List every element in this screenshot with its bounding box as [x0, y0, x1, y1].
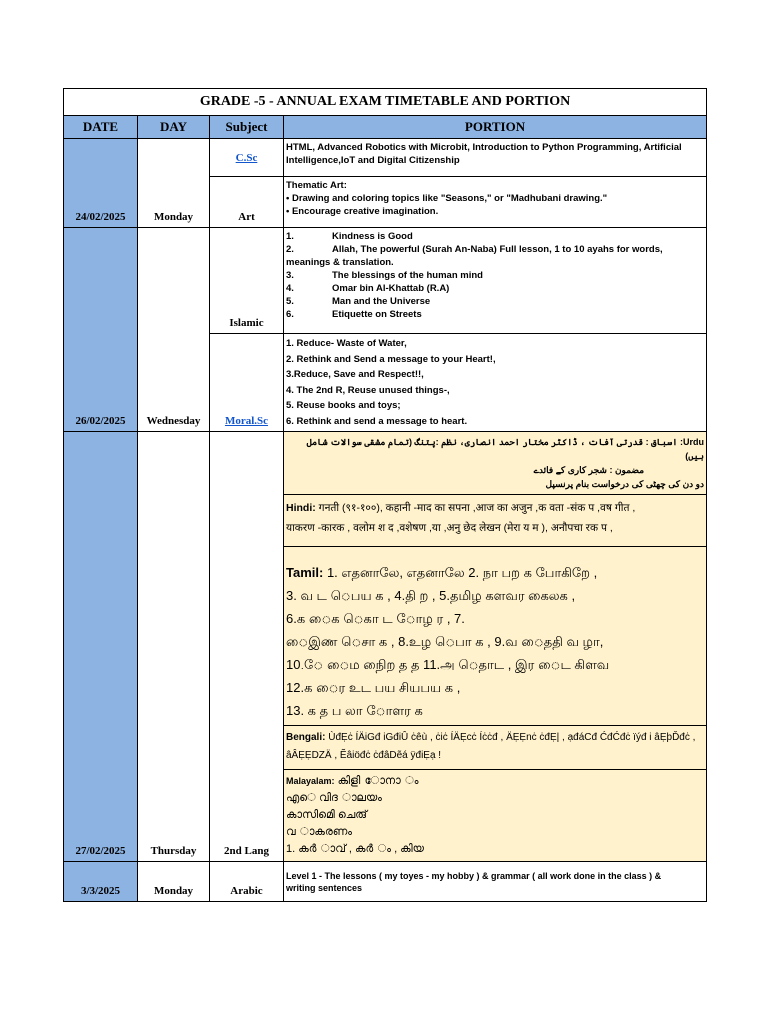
bengali-line: Bengali: ÙđẸċ ÍÄiGđ iGđiÛ ċêù , ċiċ ÍÄẸcċ Íċċđ , ÄẸẸnċ ċđẸ| , ạđáCđ ĆđĆđċ ïýđ i âẸþĎđċ ,: [286, 732, 696, 743]
portion-arabic: [284, 862, 707, 902]
portion-line: Thematic Art:: [286, 180, 347, 191]
subject-link-moral[interactable]: Moral.Sc: [224, 415, 269, 427]
portion-line: Intelligence,IoT and Digital Citizenship: [286, 155, 460, 166]
tamil-line: 13. க த ப லா ோளர க: [286, 703, 423, 718]
subject-cell: Islamic: [210, 228, 284, 334]
portion-line: 6. Rethink and send a message to heart.: [286, 415, 468, 427]
day-cell: Wednesday: [138, 228, 210, 432]
portion-bengali: [284, 726, 707, 770]
portion-line: 2. Rethink and Send a message to your Heart!,: [286, 353, 496, 365]
header-day: DAY: [138, 116, 210, 139]
portion-line: • Encourage creative imagination.: [286, 206, 439, 217]
malayalam-line: 1. കർ ാവ് , കർ ം , കിയ: [286, 843, 424, 855]
list-item: meanings & translation.: [286, 257, 394, 268]
portion-line: 4. The 2nd R, Reuse unused things-,: [286, 384, 450, 396]
date-cell: 24/02/2025: [64, 139, 138, 228]
date-cell: 26/02/2025: [64, 228, 138, 432]
day-cell: Thursday: [138, 432, 210, 862]
date-cell: 3/3/2025: [64, 862, 138, 902]
subject-cell: [210, 139, 284, 177]
portion-line: writing sentences: [286, 882, 363, 893]
tamil-line: Tamil: 1. எதனாலே, எதனாலே 2. நா பற க போகிறே ,: [286, 565, 598, 580]
subject-cell: Arabic: [210, 862, 284, 902]
portion-line: 3.Reduce, Save and Respect!!,: [286, 369, 424, 380]
day-cell: Monday: [138, 139, 210, 228]
subject-cell: Art: [210, 177, 284, 228]
header-portion: PORTION: [284, 116, 707, 139]
hindi-line: Hindi: गनती (९१-१००), कहानी -माद का सपना ,आज का अजुन ,क वता -संक प ,वष गीत ,: [286, 502, 636, 514]
tamil-line: 10.ே ைம நிைற த த 11.அ ெதாட , இர ைட கிளவ: [286, 657, 610, 672]
subject-cell: [210, 334, 284, 432]
portion-line: HTML, Advanced Robotics with Microbit, Introduction to Python Programming, Artificial: [286, 142, 682, 153]
urdu-line: مضمون : شجر کاری کے فائدے: [533, 465, 645, 475]
urdu-line: دو دن کی چھٹی کی درخواست بنام پرنسپل: [545, 479, 705, 489]
timetable-sheet: [63, 88, 706, 902]
list-item: 3. The blessings of the human mind: [286, 270, 483, 281]
portion-malayalam: [284, 770, 707, 862]
tamil-line: 3. வ ட ெபய க , 4.தி ற , 5.தமிழ களவர கைலக ,: [286, 588, 576, 603]
portion-line: 1. Reduce- Waste of Water,: [286, 338, 407, 349]
subject-link-csc[interactable]: C.Sc: [235, 151, 258, 164]
portion-islamic: [284, 228, 707, 334]
list-item: 6. Etiquette on Streets: [286, 309, 422, 320]
portion-tamil: [284, 547, 707, 726]
tamil-line: 6.க ைக ெகா ட ோழ ர , 7.: [286, 611, 465, 626]
portion-line: Level 1 - The lessons ( my toyes - my hobby ) & grammar ( all work done in the class ) &: [286, 870, 662, 881]
portion-moral: [284, 334, 707, 432]
day-cell: Monday: [138, 862, 210, 902]
tamil-line: 12.க ைர உட பய சியபய க ,: [286, 680, 461, 695]
malayalam-line: വ ാകരണം: [286, 826, 352, 838]
malayalam-line: കാസിമിെ ചെരു്: [286, 809, 368, 821]
header-subject: Subject: [210, 116, 284, 139]
hindi-line: याकरण -कारक , वलोम श द ,वशेषण ,या ,अनु छेद लेखन (मेरा य म ), अनौपचा रक प ,: [286, 522, 613, 534]
bengali-line: âÂẸẸDZÄ , Ẽâiöđċ ċđâDẽá ÿđiẸạ !: [286, 750, 442, 761]
subject-cell: 2nd Lang: [210, 432, 284, 862]
list-item: 1. Kindness is Good: [286, 231, 413, 242]
list-item: 5. Man and the Universe: [286, 296, 431, 307]
list-item: 2. Allah, The powerful (Surah An-Naba) Full lesson, 1 to 10 ayahs for words,: [286, 244, 663, 255]
header-date: DATE: [64, 116, 138, 139]
malayalam-line: എെ വിദ ാലയം: [286, 792, 382, 804]
portion-line: 5. Reuse books and toys;: [286, 400, 401, 411]
urdu-line: Urdu: اسباق : قدرتی آفات ، ڈاکٹر مختار احمد انصاری، نظم :پتنگ (تمام مشقی سوالات شامل ہیں): [306, 437, 705, 461]
malayalam-line: Malayalam: കിളി ോനാ ം: [286, 775, 419, 787]
tamil-line: ைஇண ெசா க , 8.உழ ெபா க , 9.வ ைததி வ ழா,: [286, 634, 604, 649]
date-cell: 27/02/2025: [64, 432, 138, 862]
portion-urdu: [284, 432, 707, 495]
timetable: [63, 88, 707, 902]
portion-csc: [284, 139, 707, 177]
page-title: GRADE -5 - ANNUAL EXAM TIMETABLE AND PORTION: [64, 89, 707, 116]
list-item: 4. Omar bin Al-Khattab (R.A): [286, 283, 450, 294]
portion-line: • Drawing and coloring topics like "Seasons," or "Madhubani drawing.": [286, 193, 608, 204]
portion-hindi: [284, 495, 707, 547]
portion-art: [284, 177, 707, 228]
